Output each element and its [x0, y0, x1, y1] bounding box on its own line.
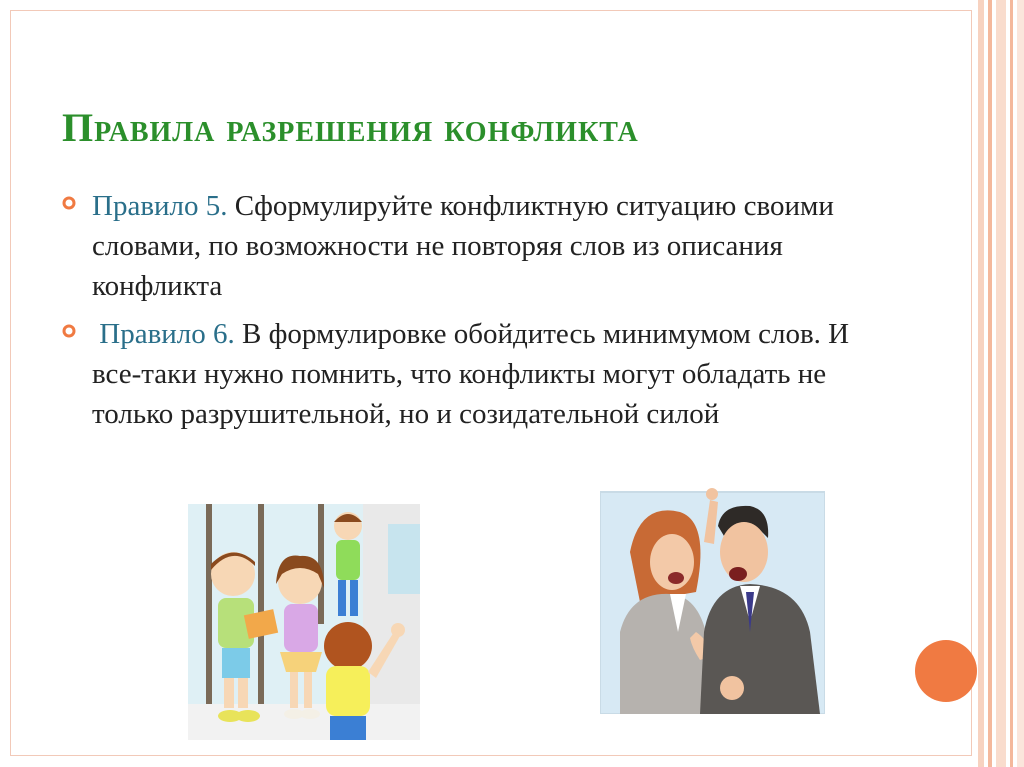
list-item [62, 186, 902, 306]
decorative-stripes [978, 0, 1024, 767]
rule-5-label: Правило 5. [92, 190, 228, 222]
rule-5-body: Сформулируйте конфликтную ситуацию своими словами, по возможности не повторяя слов из описания конфликта [92, 190, 834, 302]
rule-5-text [92, 186, 902, 306]
rule-6-body: В формулировке обойдитесь минимумом слов. И все-таки нужно помнить, что конфликты могут обладать не только разрушительной, но и созидательной силой [92, 318, 850, 430]
rules-list [62, 186, 902, 442]
arguing-couple-illustration [600, 482, 825, 714]
children-sharing-illustration [188, 504, 420, 740]
accent-circle [915, 640, 977, 702]
rule-6-text [92, 314, 902, 434]
slide-title: Правила разрешения конфликта [62, 105, 639, 150]
rule-6-label: Правило 6. [92, 318, 235, 350]
ring-bullet-icon [62, 324, 76, 338]
list-item [62, 314, 902, 434]
ring-bullet-icon [62, 196, 76, 210]
